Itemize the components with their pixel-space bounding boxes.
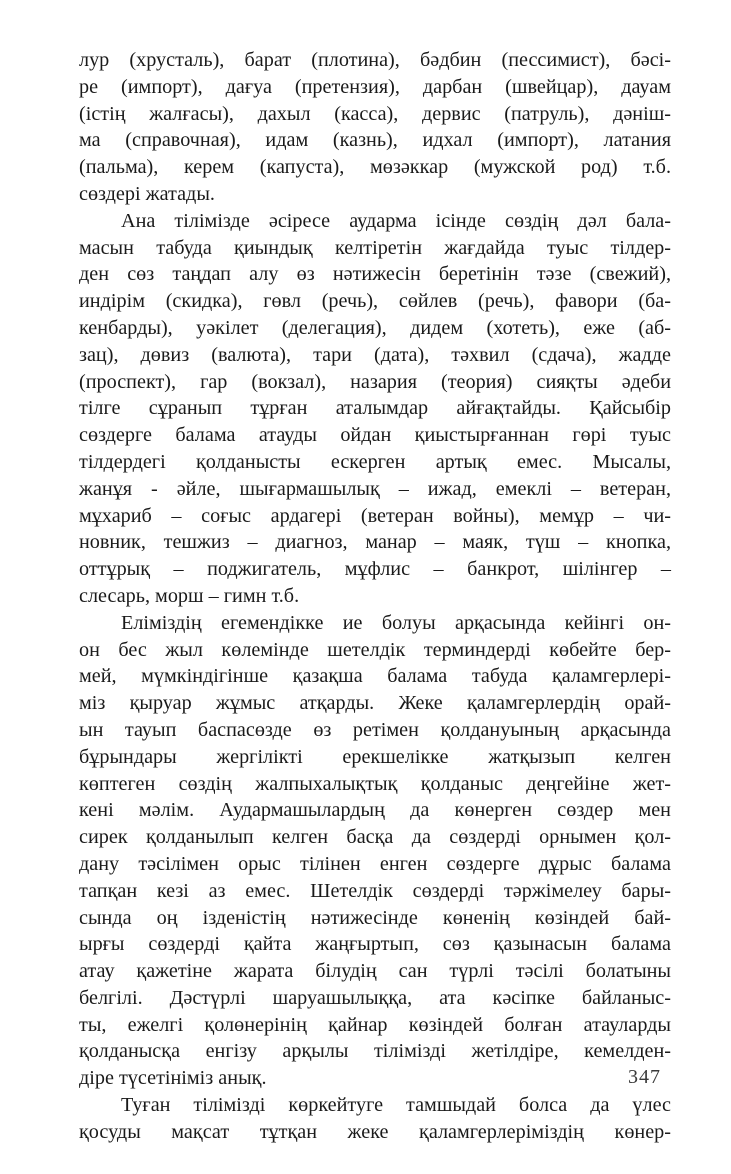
body-text — [79, 47, 671, 1146]
text-line: ын тауып баспасөзде өз ретімен қолдануының арқасында — [79, 718, 671, 741]
text-line: (пальма), керем (капуста), мөзәккар (мужской род) т.б. — [79, 156, 671, 179]
paragraph-2 — [79, 208, 671, 610]
text-line: тілге сұранып тұрған аталымдар айғақтайды. Қайсыбір — [79, 397, 671, 420]
text-line: қолданысқа енгізу арқылы тілімізді жетілдіре, кемелден- — [79, 1040, 671, 1063]
text-line: белгілі. Дәстүрлі шаруашылыққа, ата кәсіпке байланыс- — [79, 986, 671, 1009]
text-line: Ана тілімізде әсіресе аударма ісінде сөздің дәл бала- — [121, 209, 671, 232]
text-line: сөздері жатады. — [79, 182, 215, 205]
text-line: дану тәсілімен орыс тілінен енген сөздерге дұрыс балама — [79, 852, 671, 875]
text-line: мұхариб – соғыс ардагері (ветеран войны), мемұр – чи- — [79, 504, 671, 527]
text-line: көптеген сөздің жалпыхалықтық қолданыс деңгейіне жет- — [79, 772, 671, 795]
text-line: лур (хрусталь), барат (плотина), бәдбин (пессимист), бәсі- — [79, 49, 671, 71]
text-line: діре түсетініміз анық. — [79, 1067, 267, 1090]
text-line: (проспект), гар (вокзал), назария (теория) сияқты әдеби — [79, 370, 671, 393]
text-line: сирек қолданылып келген басқа да сөздерді орнымен қол- — [79, 826, 671, 849]
text-line: кенбарды), уәкілет (делегация), дидем (хотеть), еже (аб- — [79, 316, 671, 339]
text-line: мей, мүмкіндігінше қазақша балама табуда қаламгерлері- — [79, 665, 671, 688]
text-line: Еліміздің егемендікке ие болуы арқасында кейінгі он- — [121, 611, 671, 634]
text-line: тапқан кезі аз емес. Шетелдік сөздерді тәржімелеу бары- — [79, 879, 671, 902]
text-line: (істің жалғасы), дахыл (касса), дервис (патруль), дәніш- — [79, 102, 671, 125]
text-line: ре (импорт), дағуа (претензия), дарбан (швейцар), дауам — [79, 75, 671, 98]
text-line: новник, тешжиз – диагноз, манар – маяк, түш – кнопка, — [79, 531, 671, 554]
text-line: міз қыруар жұмыс атқарды. Жеке қаламгерлердің орай- — [79, 692, 671, 715]
text-line: масын табуда қиындық келтіретін жағдайда туыс тілдер- — [79, 236, 671, 259]
paragraph-1 — [79, 47, 671, 208]
paragraph-4 — [79, 1092, 671, 1146]
text-line: атау қажетіне жарата білудің сан түрлі тәсілі болатыны — [79, 960, 671, 983]
text-line: тілдердегі қолданысты ескерген артық емес. Мысалы, — [79, 450, 671, 473]
text-line: жанұя - әйле, шығармашылық – ижад, емеклі – ветеран, — [79, 477, 671, 500]
text-line: қосуды мақсат тұтқан жеке қаламгерлеріміздің көнер- — [79, 1120, 671, 1143]
text-line: сөздерге балама атауды ойдан қиыстырғаннан гөрі туыс — [79, 424, 671, 447]
text-line: ырғы сөздерді қайта жаңғыртып, сөз қазынасын балама — [79, 933, 671, 956]
page-number: 347 — [628, 1066, 661, 1088]
text-line: ты, ежелгі қолөнерінің қайнар көзіндей болған атауларды — [79, 1013, 671, 1036]
text-line: ден сөз таңдап алу өз нәтижесін беретінін тәзе (свежий), — [79, 263, 671, 286]
text-line: Туған тілімізді көркейтуге тамшыдай болса да үлес — [121, 1094, 671, 1117]
paragraph-3 — [79, 610, 671, 1092]
text-line: он бес жыл көлемінде шетелдік терминдерді көбейте бер- — [79, 638, 671, 661]
text-line: сында оң ізденістің нәтижесінде көненің көзіндей бай- — [79, 906, 671, 929]
text-line: оттұрық – поджигатель, мұфлис – банкрот, шілінгер – — [79, 558, 671, 581]
text-line: кені мәлім. Аудармашылардың да көнерген сөздер мен — [79, 799, 671, 822]
text-line: слесарь, морш – гимн т.б. — [79, 584, 300, 607]
text-line: зац), дөвиз (валюта), тари (дата), тәхвил (сдача), жадде — [79, 343, 671, 366]
text-line: бұрындары жергілікті ерекшелікке жатқызып келген — [79, 745, 671, 768]
text-line: индірім (скидка), гөвл (речь), сөйлев (речь), фавори (ба- — [79, 290, 671, 313]
text-line: ма (справочная), идам (казнь), идхал (импорт), латания — [79, 129, 671, 152]
